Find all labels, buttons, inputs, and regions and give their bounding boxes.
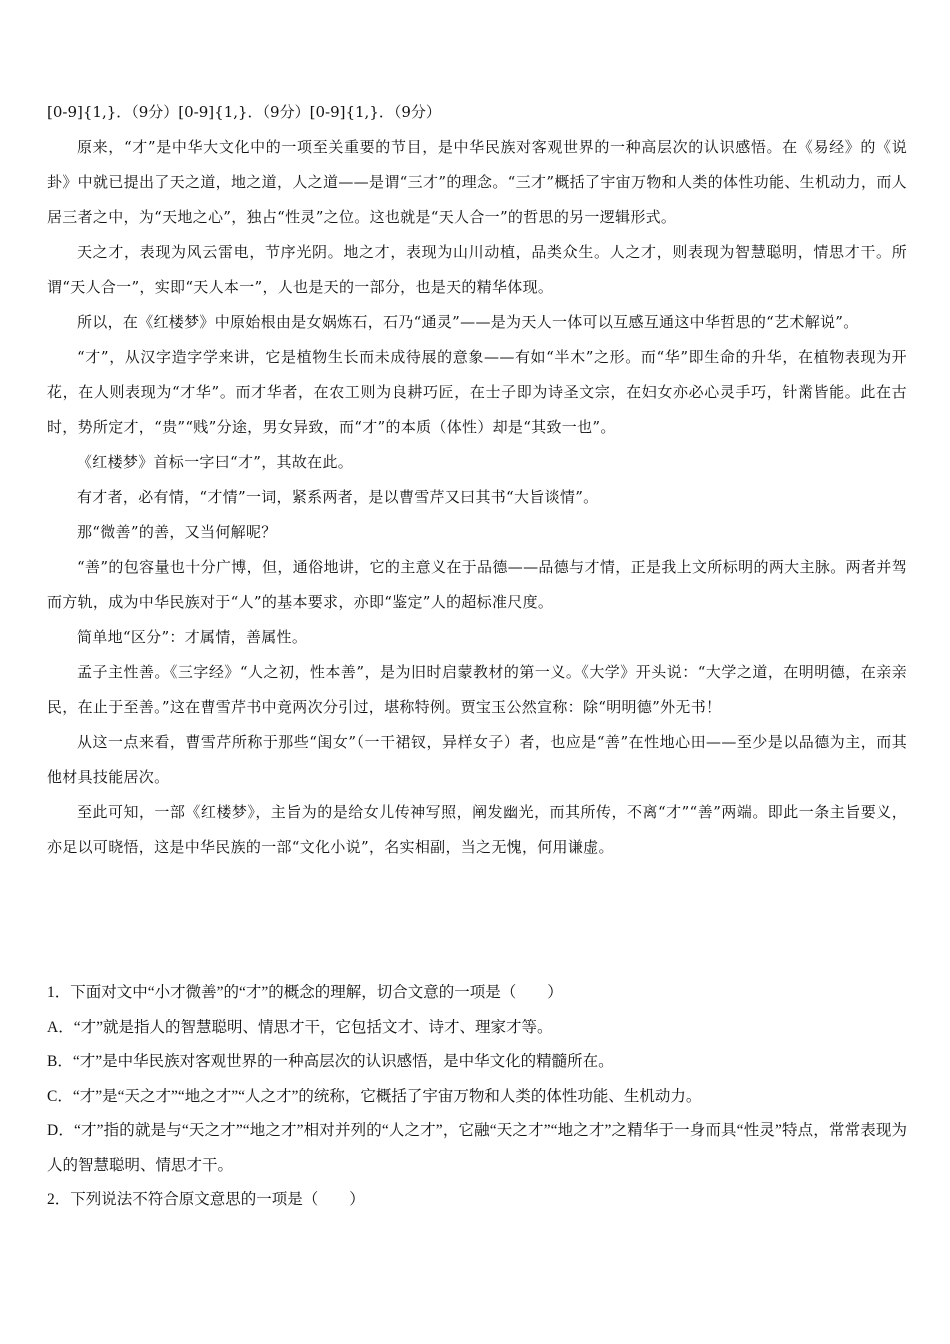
passage-paragraph: 原来，“才”是中华大文化中的一项至关重要的节目，是中华民族对客观世界的一种高层次的认识感悟。在《易经》的《说卦》中就已提出了天之道，地之道，人之道——是谓“三才”的理念。“三才”概括了宇宙万物和人类的体性功能、生机动力，而人居三者之中，为“天地之心”，独占“性灵”之位。这也就是“天人合一”的哲思的另一逻辑形式。 xyxy=(47,138,907,226)
passage-paragraph: 从这一点来看，曹雪芹所称于那些“闺女”（一干裙钗，异样女子）者，也应是“善”在性地心田——至少是以品德为主，而其他材具技能居次。 xyxy=(47,733,907,786)
question-1-option-b: B．“才”是中华民族对客观世界的一种高层次的认识感悟，是中华文化的精髓所在。 xyxy=(47,1053,614,1070)
passage-paragraph: 《红楼梦》首标一字曰“才”，其故在此。 xyxy=(77,453,354,471)
passage-paragraph: “善”的包容量也十分广博，但，通俗地讲，它的主意义在于品德——品德与才情，正是我上文所标明的两大主脉。两者并驾而方轨，成为中华民族对于“人”的基本要求，亦即“鉴定”人的超标准尺度。 xyxy=(47,558,907,611)
passage-paragraph: 那“微善”的善，又当何解呢？ xyxy=(77,523,277,541)
passage-paragraph: 天之才，表现为风云雷电，节序光阴。地之才，表现为山川动植，品类众生。人之才，则表现为智慧聪明，情思才干。所谓“天人合一”，实即“天人本一”，人也是天的一部分，也是天的精华体现。 xyxy=(47,243,907,296)
passage-paragraph: 有才者，必有情，“才情”一词，紧系两者，是以曹雪芹又曰其书“大旨谈情”。 xyxy=(77,488,599,506)
question-1-option-d: D．“才”指的就是与“天之才”“地之才”相对并列的“人之才”，它融“天之才”“地之才”之精华于一身而具“性灵”特点，常常表现为人的智慧聪明、情思才干。 xyxy=(47,1122,907,1174)
question-section xyxy=(47,976,907,1218)
passage-paragraph: 所以，在《红楼梦》中原始根由是女娲炼石，石乃“通灵”——是为天人一体可以互感互通这中华哲思的“艺术解说”。 xyxy=(77,313,859,331)
question-1-stem: 1．下面对文中“小才微善”的“才”的概念的理解，切合文意的一项是（ ） xyxy=(47,984,563,1001)
question-2-stem: 2．下列说法不符合原文意思的一项是（ ） xyxy=(47,1191,365,1208)
question-1-option-a: A．“才”就是指人的智慧聪明、情思才干，它包括文才、诗才、理家才等。 xyxy=(47,1018,553,1036)
passage-paragraph: 简单地“区分”：才属情，善属性。 xyxy=(77,628,308,646)
question-1-option-c: C．“才”是“天之才”“地之才”“人之才”的统称，它概括了宇宙万物和人类的体性功能、生机动力。 xyxy=(47,1087,702,1105)
passage-paragraph: 至此可知，一部《红楼梦》，主旨为的是给女儿传神写照，阐发幽光，而其所传，不离“才”“善”两端。即此一条主旨要义，亦足以可晓悟，这是中华民族的一部“文化小说”，名实相副，当之无愧，何用谦虚。 xyxy=(47,803,907,856)
reading-passage xyxy=(47,130,907,865)
passage-paragraph: “才”，从汉字造字学来讲，它是植物生长而未成待展的意象——有如“半木”之形。而“华”即生命的升华，在植物表现为开花，在人则表现为“才华”。而才华者，在农工则为良耕巧匠，在士子即为诗圣文宗，在妇女亦必心灵手巧，针黹皆能。此在古时，势所定才，“贵”“贱”分途，男女异致，而“才”的本质（体性）却是“其致一也”。 xyxy=(47,348,907,436)
passage-paragraph: 孟子主性善。《三字经》“人之初，性本善”，是为旧时启蒙教材的第一义。《大学》开头说：“大学之道，在明明德，在亲亲民，在止于至善。”这在曹雪芹书中竟两次分引过，堪称特例。贾宝玉公然宣称：除“明明德”外无书！ xyxy=(47,663,907,716)
question-score-header: [0-9]{1,}．（9分）[0-9]{1,}．（9分）[0-9]{1,}．（9分） xyxy=(47,103,441,121)
